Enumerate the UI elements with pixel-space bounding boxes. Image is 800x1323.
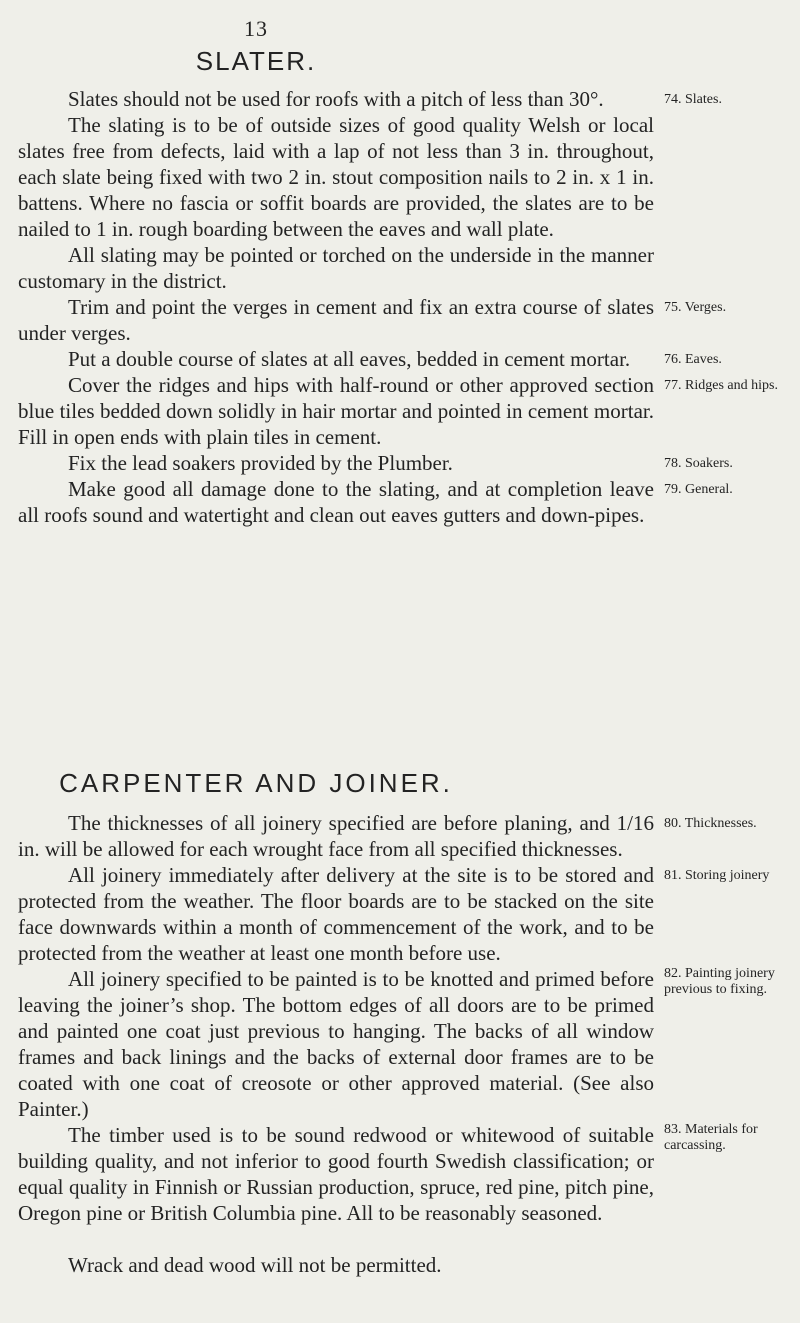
paragraph-ridges-hips: Cover the ridges and hips with half-round or other approved section blue tiles bedded down solidly in hair mortar and pointed in cement mortar. Fill in open ends with plain tiles in cement. — [18, 373, 654, 449]
margin-note-slates: 74. Slates. — [664, 92, 722, 107]
paragraph-soakers: Fix the lead soakers provided by the Plumber. — [68, 451, 453, 475]
margin-note-eaves: 76. Eaves. — [664, 352, 722, 367]
paragraph-verges: Trim and point the verges in cement and fix an extra course of slates under verges. — [18, 295, 654, 345]
section-heading-slater: SLATER. — [195, 46, 317, 76]
margin-note-thicknesses: 80. Thicknesses. — [664, 816, 757, 831]
paragraph-thicknesses: The thicknesses of all joinery specified are before planing, and 1/16 in. will be allowed for each wrought face from all specified thicknesses. — [18, 811, 654, 861]
paragraph-wrack: Wrack and dead wood will not be permitted. — [68, 1253, 442, 1277]
paragraph-slating-pointed: All slating may be pointed or torched on the underside in the manner customary in the district. — [18, 243, 654, 293]
paragraph-storing-joinery: All joinery immediately after delivery at the site is to be stored and protected from the weather. The floor boards are to be stacked on the site face downwards within a month of commencement of the work, and to be protected from the weather at least one month before use. — [18, 863, 654, 965]
margin-note-ridges-hips: 77. Ridges and hips. — [664, 378, 778, 393]
page-number: 13 — [244, 16, 268, 41]
paragraph-slating-quality: The slating is to be of outside sizes of good quality Welsh or local slates free from defects, laid with a lap of not less than 3 in. throughout, each slate being fixed with two 2 in. stout composition nails to 2 in. x 1 in. battens. Where no fascia or soffit boards are provided, the slates are to be nailed to 1 in. rough boarding between the eaves and wall plate. — [18, 113, 654, 241]
margin-note-verges: 75. Verges. — [664, 300, 727, 315]
margin-note-general: 79. General. — [664, 482, 733, 497]
paragraph-painting-joinery: All joinery specified to be painted is to be knotted and primed before leaving the joiner’s shop. The bottom edges of all doors are to be primed and painted one coat just previous to hanging. The backs of all window frames and back linings and the backs of external door frames are to be coated with one coat of creosote or other approved material. (See also Painter.) — [18, 967, 654, 1121]
paragraph-timber-materials: The timber used is to be sound redwood or whitewood of suitable building quality, and not inferior to good fourth Swedish classification; or equal quality in Finnish or Russian production, spruce, red pine, pitch pine, Oregon pine or British Columbia pine. All to be reasonably seasoned. — [18, 1123, 654, 1225]
paragraph-slates-pitch: Slates should not be used for roofs with a pitch of less than 30°. — [68, 87, 604, 111]
margin-note-soakers: 78. Soakers. — [664, 456, 733, 471]
margin-note-storing-joinery: 81. Storing joinery — [664, 868, 770, 883]
paragraph-eaves: Put a double course of slates at all eaves, bedded in cement mortar. — [68, 347, 631, 371]
margin-note-painting-joinery: 82. Painting joinery previous to fixing. — [664, 966, 775, 997]
section-heading-carpenter-joiner: CARPENTER AND JOINER. — [59, 768, 453, 798]
margin-note-materials-carcassing: 83. Materials for carcassing. — [664, 1122, 758, 1153]
paragraph-general: Make good all damage done to the slating, and at completion leave all roofs sound and watertight and clean out eaves gutters and down-pipes. — [18, 477, 654, 527]
